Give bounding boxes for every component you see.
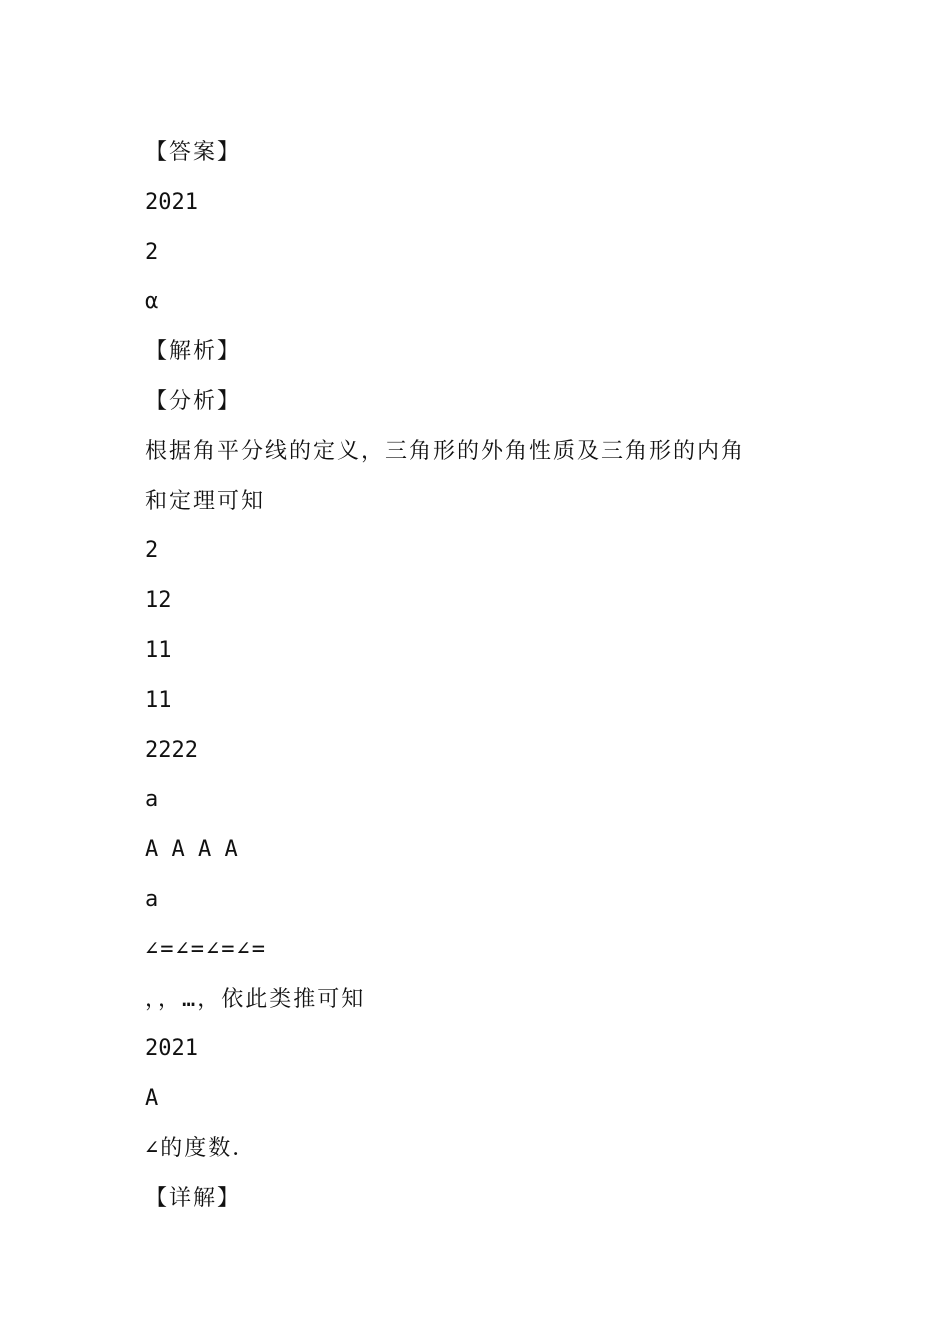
document-body — [145, 128, 825, 1224]
paragraph-line: ，，…，依此类推可知 — [145, 986, 366, 1012]
text-line: 2021 — [145, 1036, 198, 1062]
text-line: 2222 — [145, 737, 198, 763]
text-line: 2 — [145, 538, 159, 564]
paragraph-line: ∠的度数． — [145, 1135, 257, 1161]
text-line: 12 — [145, 588, 172, 614]
paragraph-line: 根据角平分线的定义，三角形的外角性质及三角形的内角 — [145, 438, 746, 464]
section-heading-analysis: 【解析】 — [145, 339, 242, 365]
section-heading-detail: 【详解】 — [145, 1185, 242, 1211]
text-line: 11 — [145, 687, 172, 713]
text-line: α — [145, 289, 159, 315]
text-line: A — [145, 1086, 159, 1112]
section-heading-answer: 【答案】 — [145, 140, 242, 165]
text-line: ∠=∠=∠=∠= — [145, 936, 267, 962]
text-line: 11 — [145, 637, 172, 663]
text-line: 2021 — [145, 189, 198, 215]
paragraph-line: 和定理可知 — [145, 488, 266, 514]
text-line: a — [145, 886, 159, 912]
text-line: 2 — [145, 239, 159, 265]
section-heading-explanation: 【分析】 — [145, 388, 242, 414]
text-line: A A A A — [145, 837, 238, 863]
text-line: a — [145, 787, 159, 813]
